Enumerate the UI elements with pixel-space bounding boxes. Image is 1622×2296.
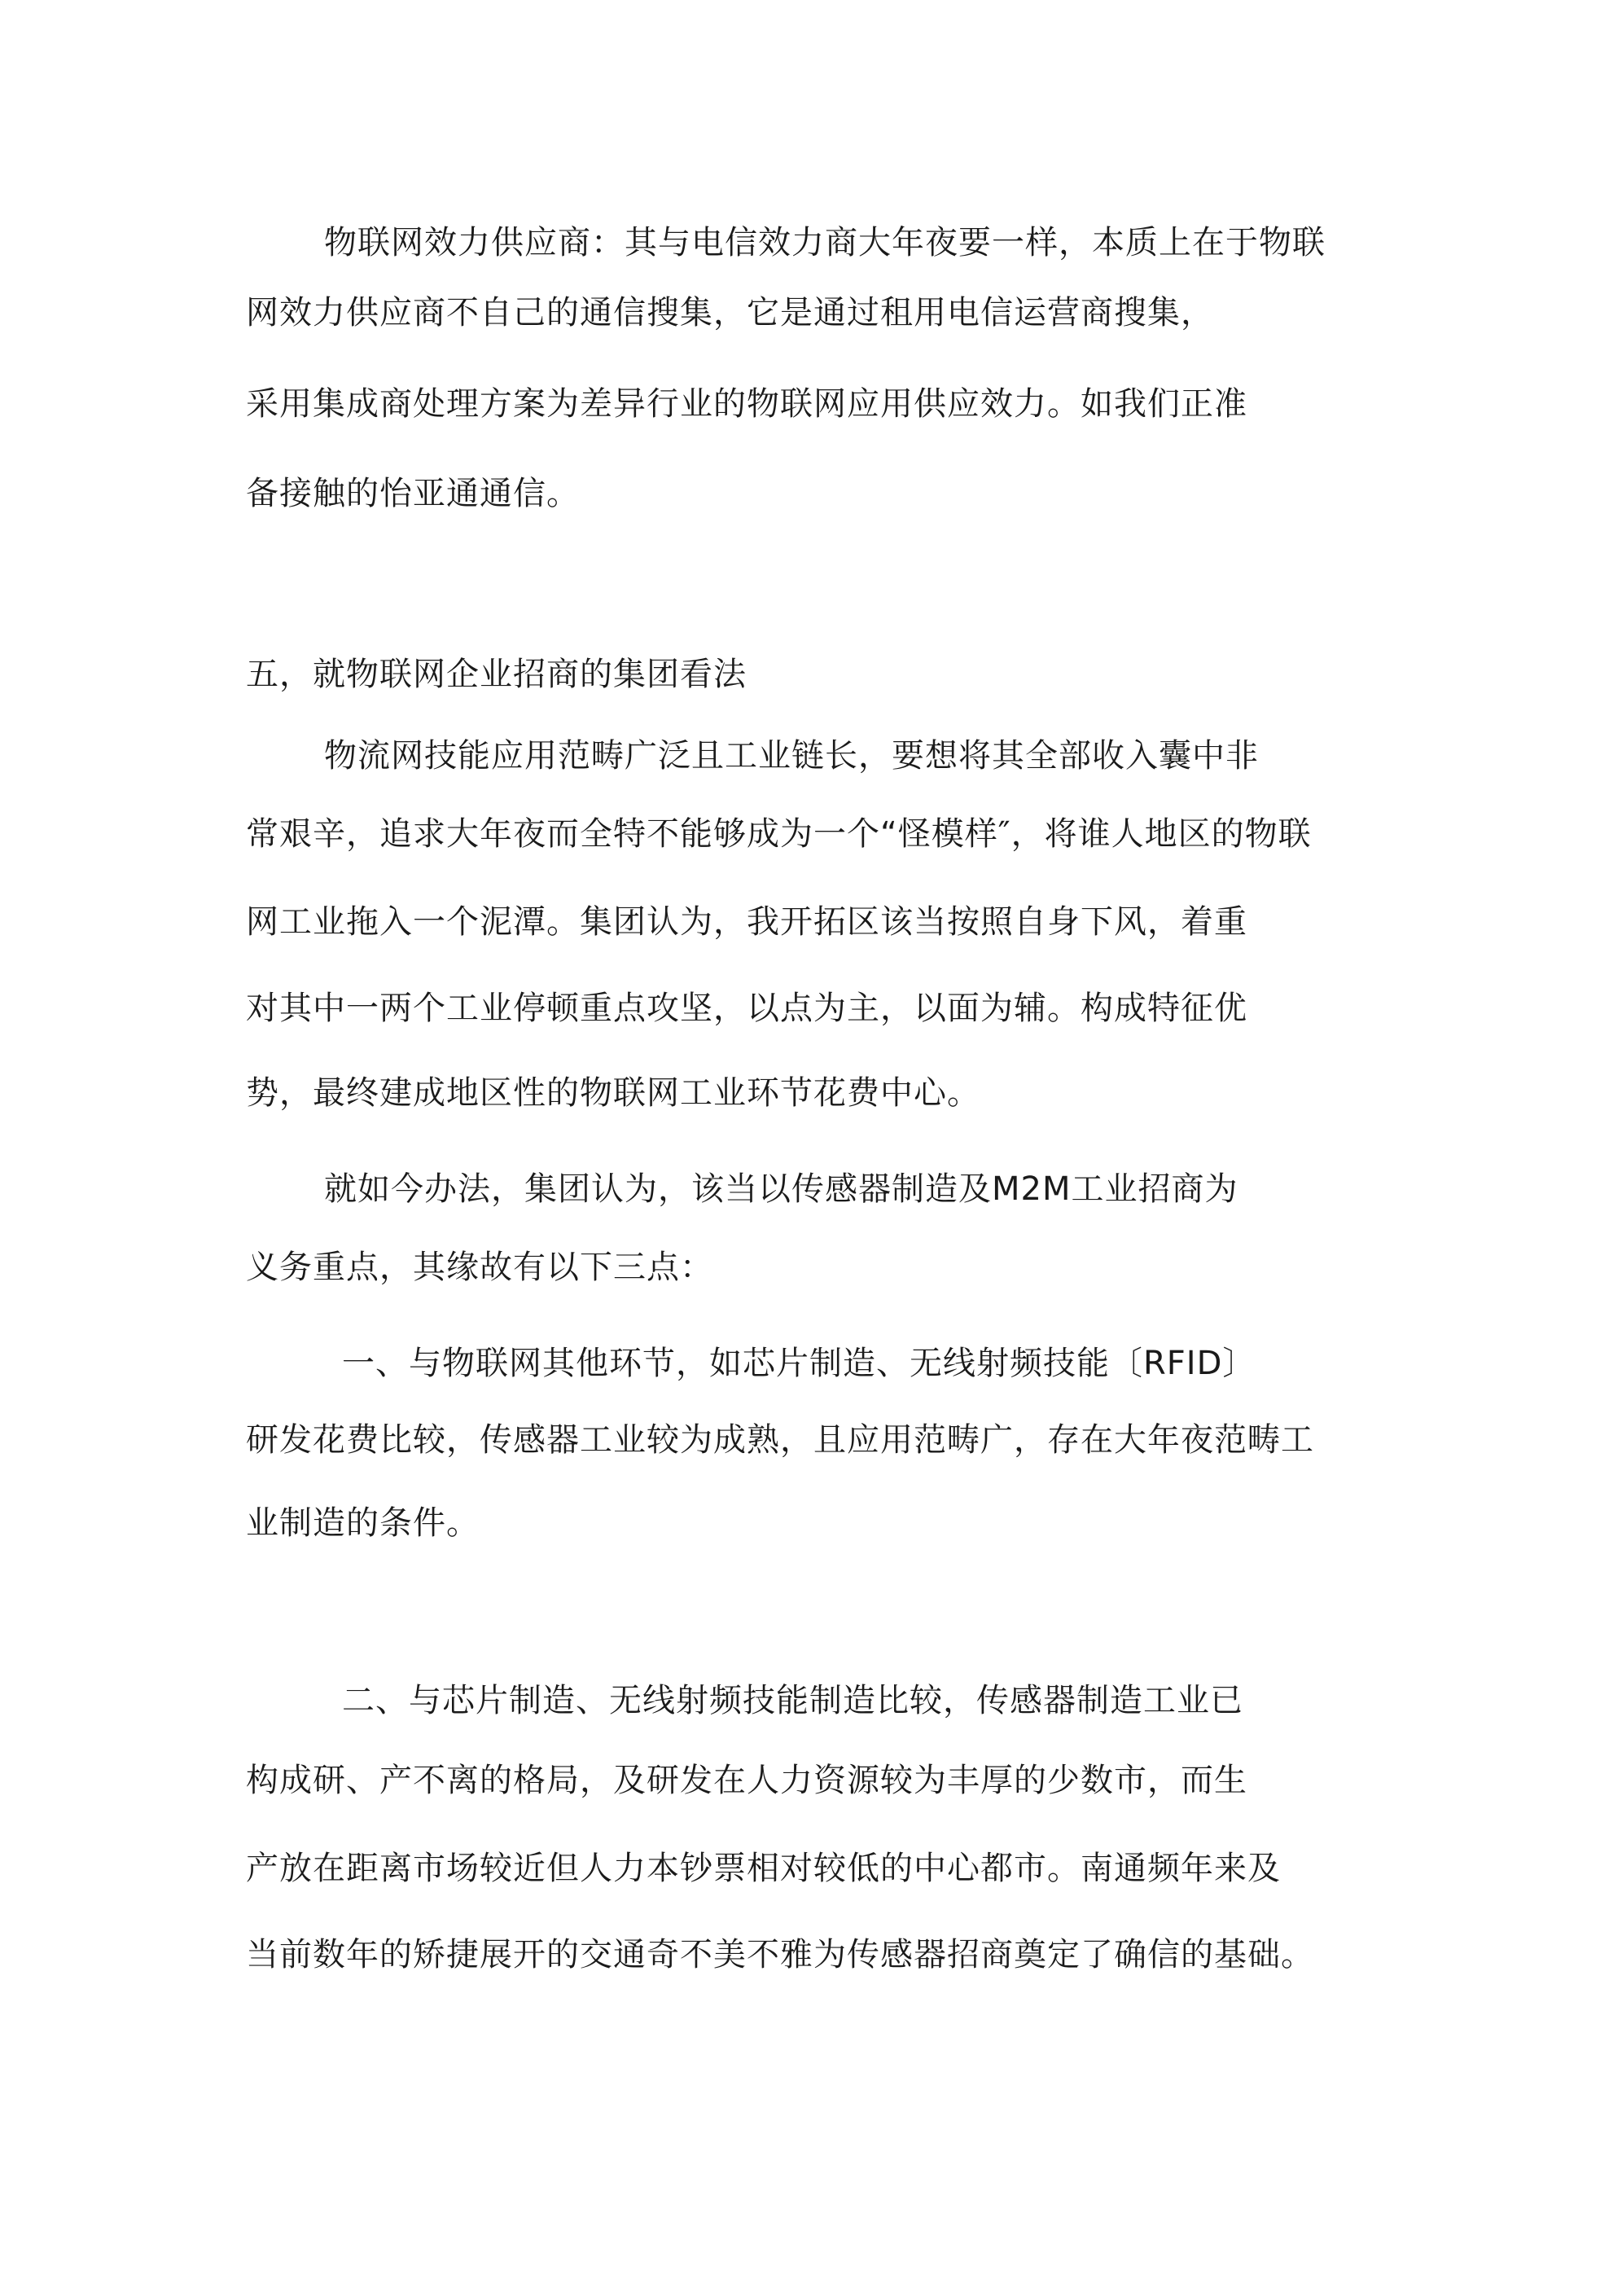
- paragraph-2-line-4: 对其中一两个工业停顿重点攻坚，以点为主，以面为辅。构成特征优: [246, 990, 1247, 1027]
- paragraph-5-line-1: 二、与芯片制造、无线射频技能制造比较，传感器制造工业已: [342, 1682, 1243, 1719]
- section-heading: 五，就物联网企业招商的集团看法: [246, 656, 747, 693]
- paragraph-5-line-3: 产放在距离市场较近但人力本钞票相对较低的中心都市。南通频年来及: [246, 1850, 1281, 1887]
- paragraph-3-line-2: 义务重点，其缘故有以下三点：: [246, 1249, 713, 1286]
- paragraph-5-line-4: 当前数年的矫捷展开的交通奇不美不雅为传感器招商奠定了确信的基础。: [246, 1936, 1314, 1973]
- paragraph-2-line-2: 常艰辛，追求大年夜而全特不能够成为一个“怪模样″，将谁人地区的物联: [246, 815, 1312, 853]
- paragraph-1-line-2: 网效力供应商不自己的通信搜集，它是通过租用电信运营商搜集，: [246, 294, 1214, 331]
- paragraph-2-line-5: 势，最终建成地区性的物联网工业环节花费中心。: [246, 1074, 980, 1112]
- paragraph-1-line-1: 物联网效力供应商：其与电信效力商大年夜要一样，本质上在于物联: [324, 224, 1326, 261]
- paragraph-4-line-1: 一、与物联网其他环节，如芯片制造、无线射频技能〔RFID〕: [342, 1345, 1256, 1382]
- paragraph-1-line-3: 采用集成商处理方案为差异行业的物联网应用供应效力。如我们正准: [246, 385, 1247, 423]
- paragraph-5-line-2: 构成研、产不离的格局，及研发在人力资源较为丰厚的少数市，而生: [246, 1762, 1247, 1799]
- paragraph-1-line-4: 备接触的怡亚通通信。: [246, 475, 580, 512]
- paragraph-4-line-3: 业制造的条件。: [246, 1504, 480, 1542]
- paragraph-2-line-3: 网工业拖入一个泥潭。集团认为，我开拓区该当按照自身下风，着重: [246, 903, 1247, 941]
- paragraph-2-line-1: 物流网技能应用范畴广泛且工业链长，要想将其全部收入囊中非: [324, 737, 1259, 775]
- paragraph-4-line-2: 研发花费比较，传感器工业较为成熟，且应用范畴广，存在大年夜范畴工: [246, 1421, 1314, 1459]
- paragraph-3-line-1: 就如今办法，集团认为，该当以传感器制造及M2M工业招商为: [324, 1170, 1238, 1208]
